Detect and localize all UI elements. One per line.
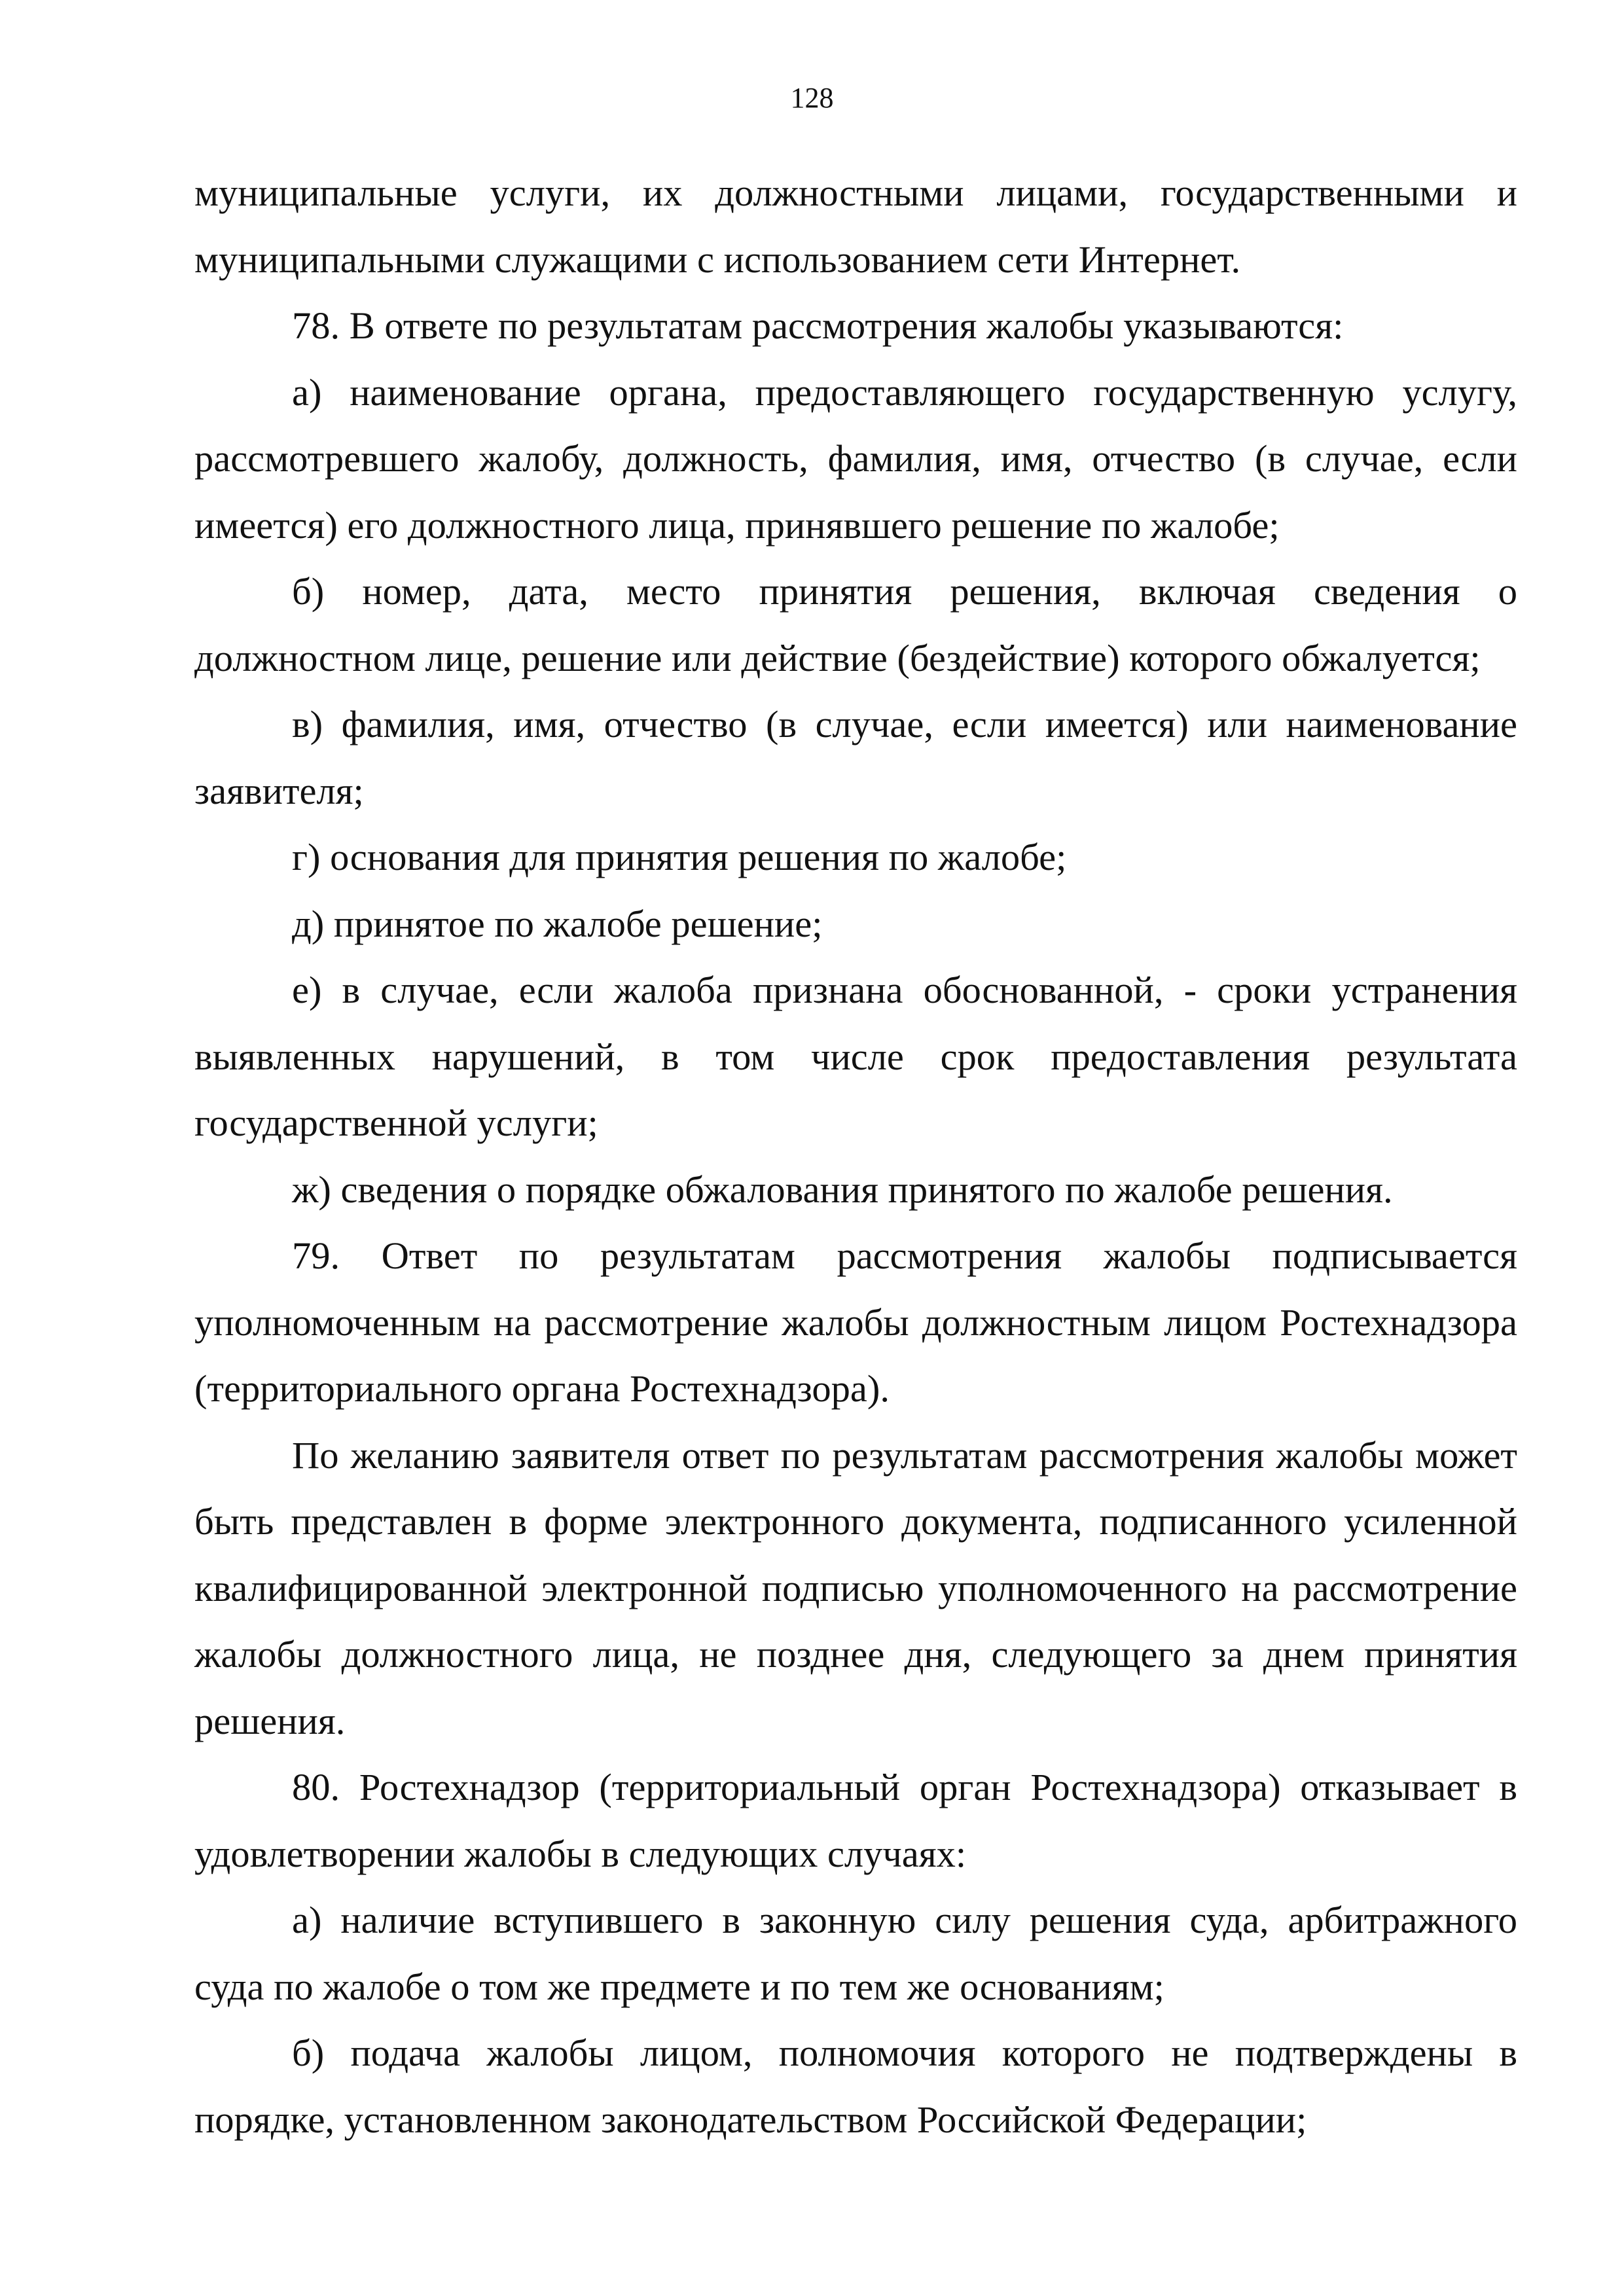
paragraph-80: 80. Ростехнадзор (территориальный орган Ростехнадзора) отказывает в удовлетворении жалобы в следующих случаях: — [194, 1766, 1517, 1875]
paragraph-78-zh: ж) сведения о порядке обжалования принятого по жалобе решения. — [292, 1168, 1393, 1211]
paragraph-78-b: б) номер, дата, место принятия решения, включая сведения о должностном лице, решение или действие (бездействие) которого обжалуется; — [194, 570, 1517, 679]
document-body — [194, 160, 1517, 2153]
paragraph-78: 78. В ответе по результатам рассмотрения жалобы указываются: — [292, 304, 1344, 347]
paragraph-continuation: муниципальные услуги, их должностными лицами, государственными и муниципальными служащими с использованием сети Интернет. — [194, 171, 1517, 281]
paragraph-80-b: б) подача жалобы лицом, полномочия которого не подтверждены в порядке, установленном законодательством Российской Федерации; — [194, 2032, 1517, 2141]
paragraph-78-g: г) основания для принятия решения по жалобе; — [292, 836, 1067, 878]
paragraph-78-v: в) фамилия, имя, отчество (в случае, если имеется) или наименование заявителя; — [194, 703, 1517, 812]
paragraph-79-electronic: По желанию заявителя ответ по результатам рассмотрения жалобы может быть представлен в форме электронного документа, подписанного усиленной квалифицированной электронной подписью уполномоченного на рассмотрение жалобы должностного лица, не позднее дня, следующего за днем принятия решения. — [194, 1433, 1517, 1742]
page-number: 128 — [790, 82, 834, 114]
paragraph-79: 79. Ответ по результатам рассмотрения жалобы подписывается уполномоченным на рассмотрение жалобы должностным лицом Ростехнадзора (территориального органа Ростехнадзора). — [194, 1234, 1517, 1410]
paragraph-80-a: а) наличие вступившего в законную силу решения суда, арбитражного суда по жалобе о том же предмете и по тем же основаниям; — [194, 1899, 1517, 2008]
paragraph-78-d: д) принятое по жалобе решение; — [292, 902, 823, 945]
paragraph-78-a: а) наименование органа, предоставляющего государственную услугу, рассмотревшего жалобу, должность, фамилия, имя, отчество (в случае, если имеется) его должностного лица, принявшего решение по жалобе; — [194, 370, 1517, 547]
paragraph-78-e: е) в случае, если жалоба признана обоснованной, - сроки устранения выявленных нарушений, в том числе срок предоставления результата государственной услуги; — [194, 969, 1517, 1144]
